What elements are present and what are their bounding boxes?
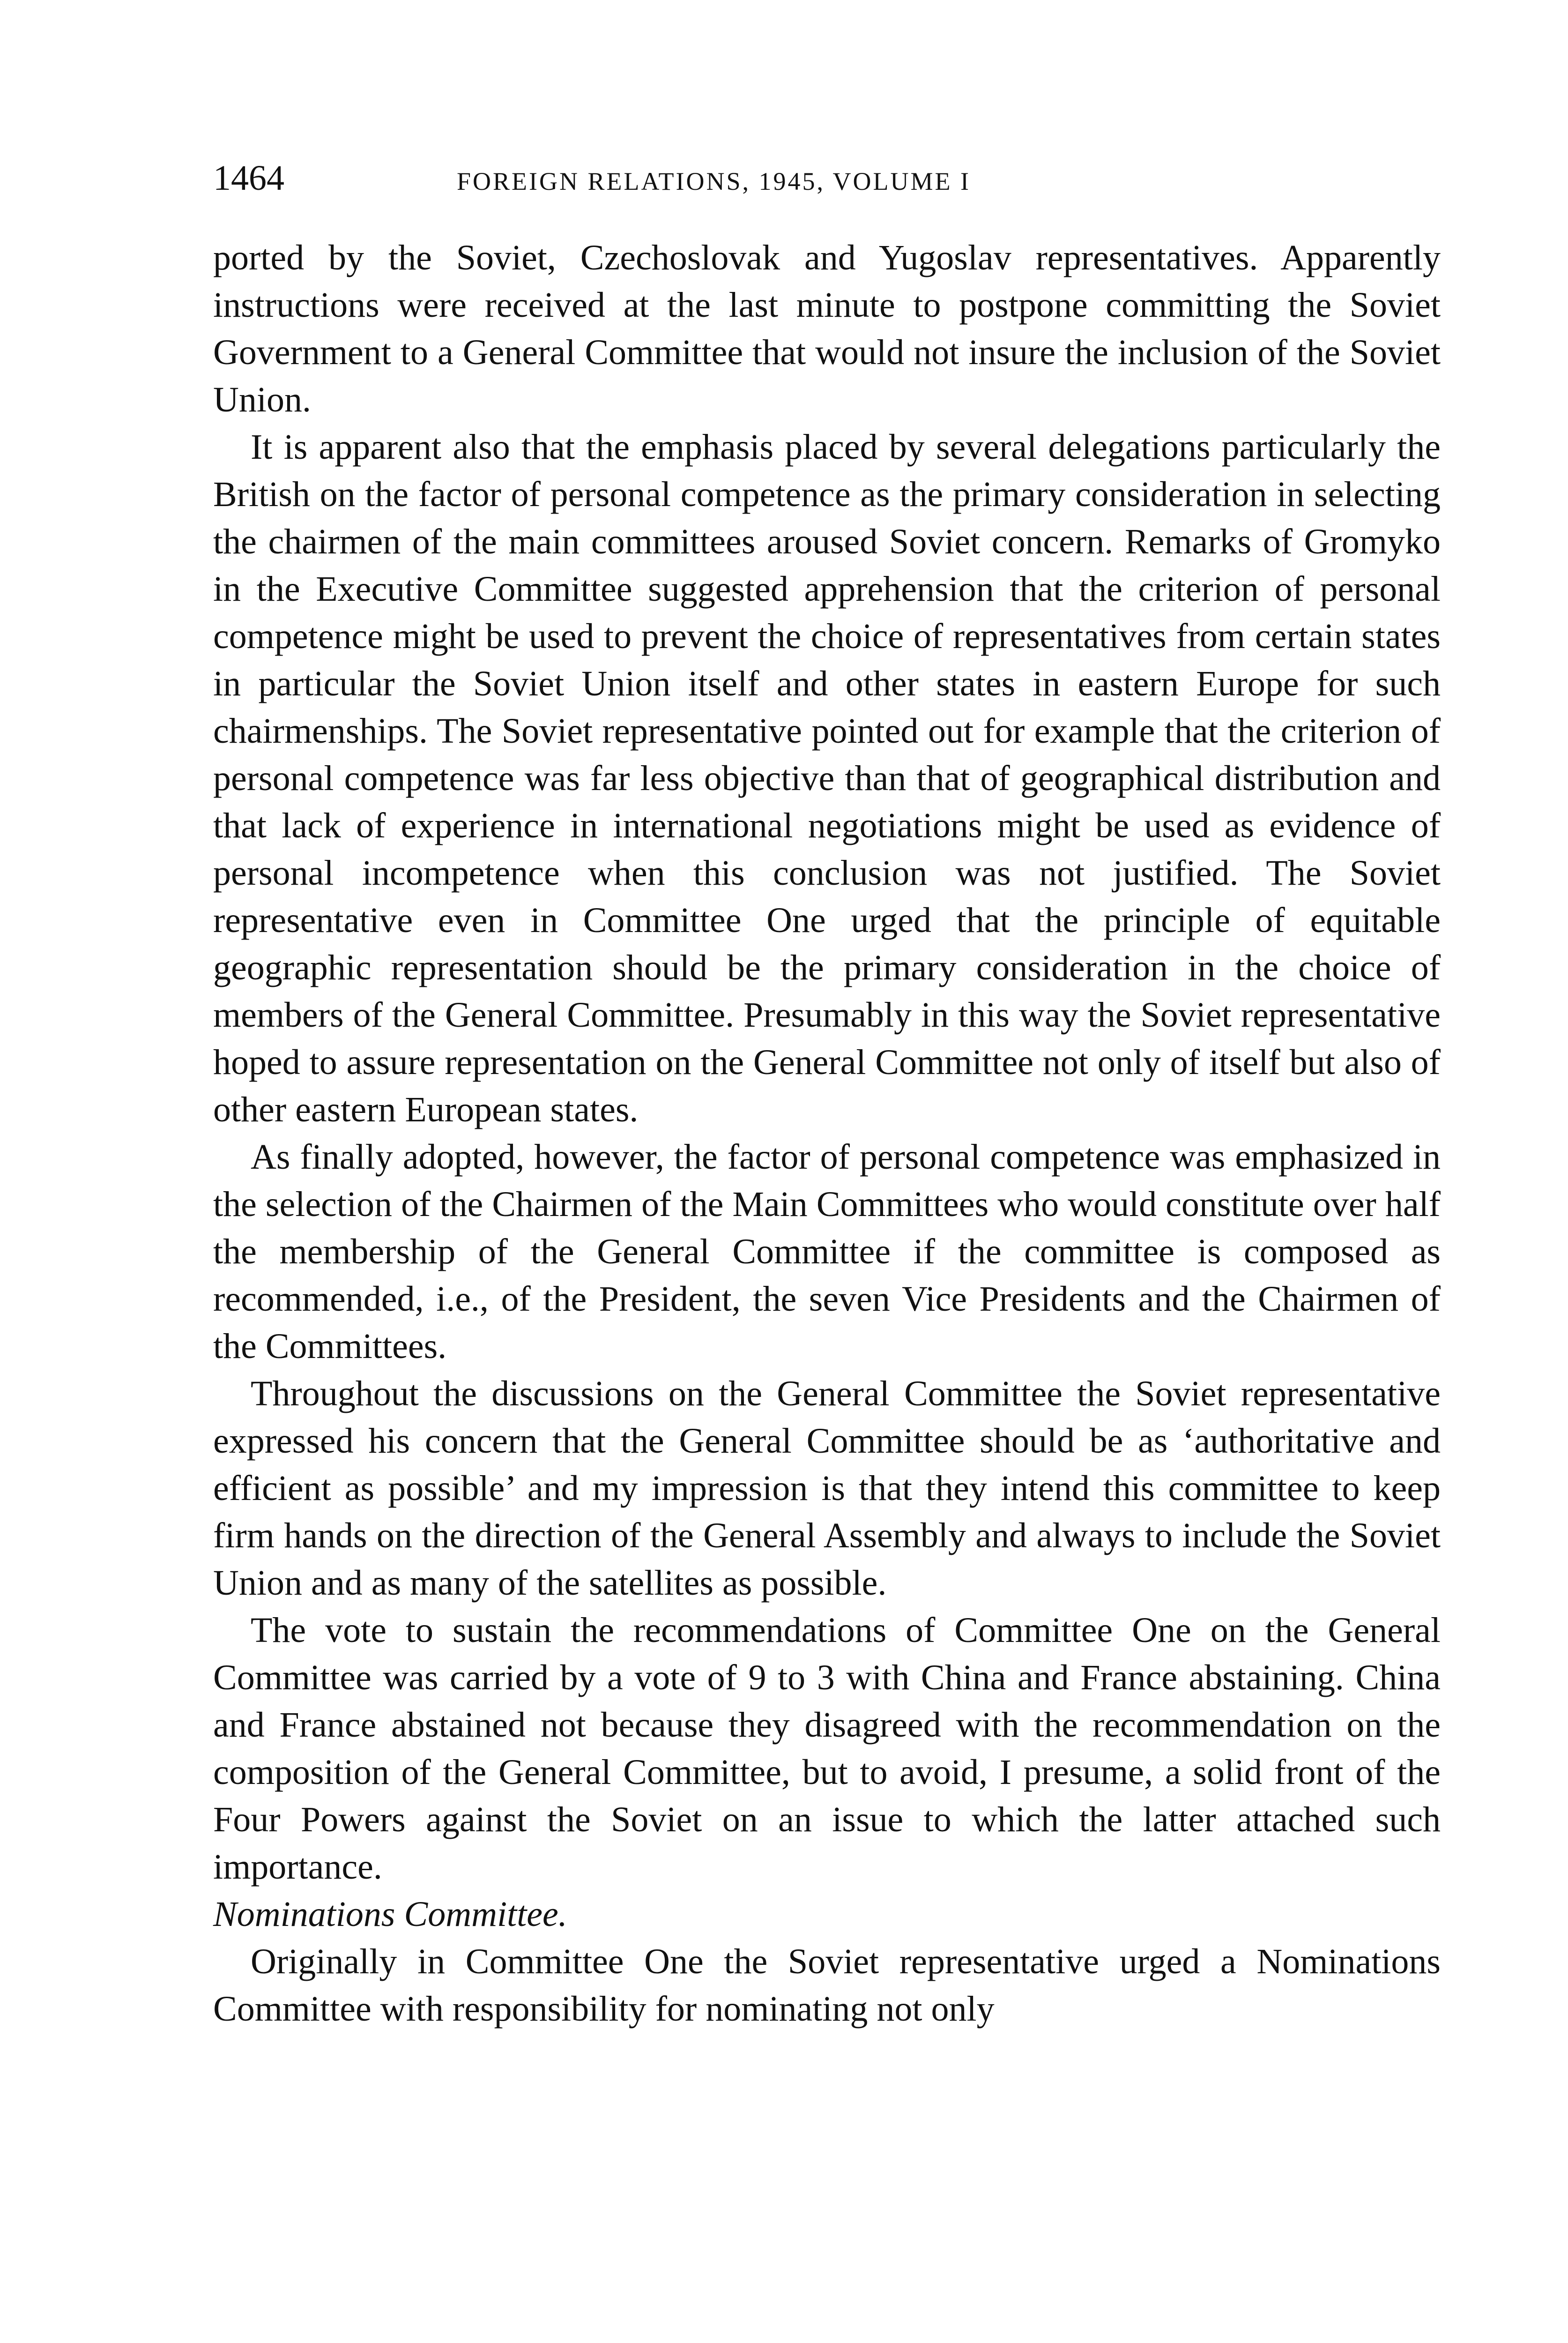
paragraph-discussions: Throughout the discussions on the General Committee the Soviet representative expressed his concern that the General Committee should be as ‘authoritative and efficient as possible’ and my impression is that they intend this committee to keep firm hands on the direction of the General Assembly and always to include the Soviet Union and as many of the satellites as possible. [213,1374,1441,1603]
paragraph-continued: ported by the Soviet, Czechoslovak and Yugoslav representatives. Apparently instructions were received at the last minute to postpone committing the Soviet Government to a General Committee that would not insure the inclusion of the Soviet Union. [213,238,1441,419]
running-head: FOREIGN RELATIONS, 1945, VOLUME I [457,167,971,195]
body-text [213,234,1441,2033]
paragraph-nominations: Originally in Committee One the Soviet representative urged a Nominations Committee with responsibility for nominating not only [213,1942,1441,2029]
section-heading-nominations: Nominations Committee. [213,1895,567,1934]
page-number: 1464 [213,158,284,198]
paragraph-finally-adopted: As finally adopted, however, the factor of personal competence was emphasized in the selection of the Chairmen of the Main Committees who would constitute over half the membership of the General Committee if the committee is composed as recommended, i.e., of the President, the seven Vice Presidents and the Chairmen of the Committees. [213,1137,1441,1366]
page-header [213,155,1441,211]
paragraph-competence: It is apparent also that the emphasis placed by several delegations particularly the British on the factor of personal competence as the primary consideration in selecting the chairmen of the main committees aroused Soviet concern. Remarks of Gromyko in the Executive Committee suggested apprehension that the criterion of personal competence might be used to prevent the choice of representatives from certain states in particular the Soviet Union itself and other states in eastern Europe for such chairmenships. The Soviet representative pointed out for example that the criterion of personal competence was far less objective than that of geographical distribution and that lack of experience in international negotiations might be used as evidence of personal incompetence when this conclusion was not justified. The Soviet representative even in Committee One urged that the principle of equitable geographic representation should be the primary consideration in the choice of members of the General Committee. Presumably in this way the Soviet representative hoped to assure representation on the General Committee not only of itself but also of other eastern European states. [213,427,1441,1129]
paragraph-vote: The vote to sustain the recommendations of Committee One on the General Committee was carried by a vote of 9 to 3 with China and France abstaining. China and France abstained not because they disagreed with the recommendation on the composition of the General Committee, but to avoid, I presume, a solid front of the Four Powers against the Soviet on an issue to which the latter attached such importance. [213,1611,1441,1887]
document-page [213,155,1441,2033]
